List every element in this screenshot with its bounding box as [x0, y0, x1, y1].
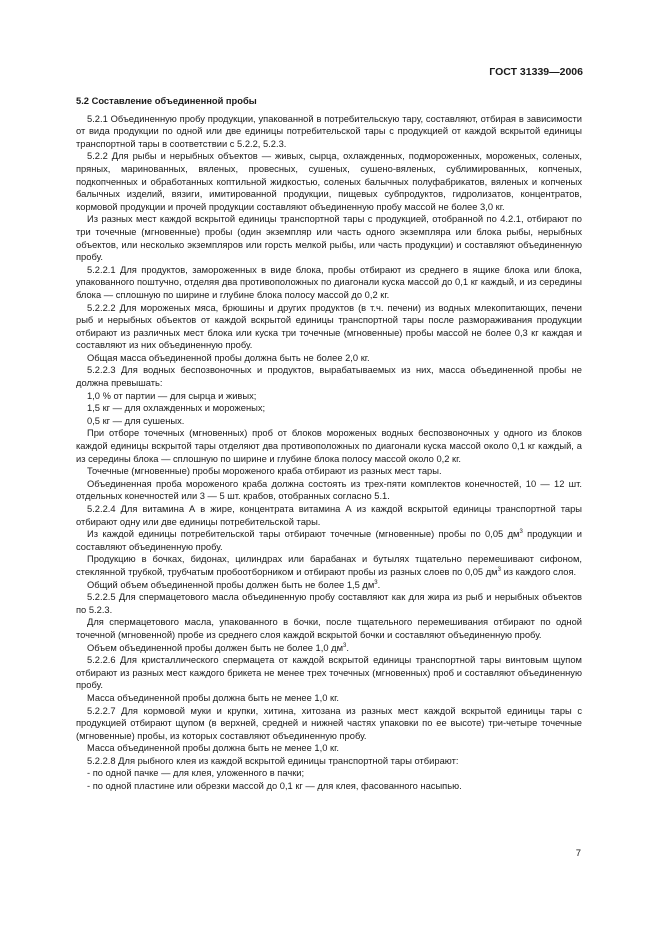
list-item: - по одной пачке — для клея, уложенного в пачки; [87, 768, 305, 779]
paragraph: Точечные (мгновенные) пробы мороженого краба отбирают из разных мест тары. [87, 466, 442, 477]
paragraph: Из разных мест каждой вскрытой единицы транспортной тары с продукцией, отобранной по 4.2.1, отбирают по три точечные (мгновенные) пробы (один экземпляр или часть одного экземпляра или блока рыбы, нерыбных объектов, или несколько экземпляров или горсть мелкой рыбы, или часть продукции) и составляют объединенную пробу. [76, 214, 582, 263]
section-title: 5.2 Составление объединенной пробы [76, 96, 257, 106]
paragraph: 5.2.2.8 Для рыбного клея из каждой вскрытой единицы транспортной тары отбирают: [87, 755, 459, 766]
list-item: 0,5 кг — для сушеных. [87, 415, 185, 426]
paragraph-text: Из каждой единицы потребительской тары отбирают точечные (мгновенные) пробы по 0,05 дм [87, 529, 520, 540]
paragraph: 5.2.2.5 Для спермацетового масла объединенную пробу составляют как для жира из рыб и нерыбных объектов по 5.2.3. [76, 592, 582, 615]
paragraph: 5.2.2.3 Для водных беспозвоночных и продуктов, вырабатываемых из них, масса объединенной пробы не должна превышать: [76, 365, 582, 389]
paragraph: Масса объединенной пробы должна быть не менее 1,0 кг. [87, 692, 339, 703]
paragraph-text: из каждого слоя. [503, 566, 577, 577]
document-code: ГОСТ 31339—2006 [489, 66, 583, 78]
list-item: 1,5 кг — для охлажденных и мороженых; [87, 403, 266, 414]
paragraph [76, 528, 582, 553]
list-item: 1,0 % от партии — для сырца и живых; [87, 390, 257, 401]
superscript: 3 [519, 529, 523, 536]
paragraph [76, 553, 582, 578]
paragraph: Для спермацетового масла, упакованного в бочки, после тщательного перемешивания отбирают по одной точечной (мгновенной) пробе из среднего слоя каждой вскрытой бочки и составляют объединенную пробу. [76, 617, 582, 640]
paragraph: Общая масса объединенной пробы должна быть не более 2,0 кг. [87, 352, 370, 363]
document-body [76, 95, 582, 793]
paragraph: Общий объем объединенной пробы должен быть не более 1,5 $дм^3$. [87, 579, 381, 590]
superscript: 3 [374, 579, 378, 586]
paragraph-text: Объем объединенной пробы должен быть не более 1,0 дм [87, 642, 344, 653]
page-number: 7 [575, 848, 581, 859]
paragraph-text: Продукцию в бочках, бидонах, цилиндрах или барабанах и бутылях тщательно перемешивают сифоном, стеклянной трубкой, трубчатым пробоотборником и отбирают пробы из разных слоев по 0,05 дм [76, 554, 582, 577]
paragraph: 5.2.2.4 Для витамина А в жире, концентрата витамина А из каждой вскрытой единицы транспортной тары отбирают одну или две единицы потребительской тары. [76, 504, 582, 527]
superscript: 3 [497, 566, 501, 573]
list-item: - по одной пластине или обрезки массой до 0,1 кг — для клея, фасованного насыпью. [87, 781, 462, 792]
paragraph: 5.2.2 Для рыбы и нерыбных объектов — живых, сырца, охлажденных, подмороженных, мороженых, соленых, пряных, маринованных, вяленых, провесных, сушеных, сушено-вяленых, сублимированных, копченых, подкопченных и обработанных коптильной жидкостью, соленых балычных полуфабрикатов, вяленых и копченых балычных изделий, вязиги, имитированной продукции, пищевых субпродуктов, гидролизатов, концентратов, кормовой продукции и прочей продукции составляют объединенную пробу массой не более 3,0 кг. [76, 151, 582, 212]
paragraph: 5.2.2.6 Для кристаллического спермацета от каждой вскрытой единицы транспортной тары винтовым щупом отбирают из разных мест каждого брикета не менее трех точечных (мгновенных) проб и составляют объединенную пробу. [76, 655, 582, 691]
paragraph: При отборе точечных (мгновенных) проб от блоков мороженых водных беспозвоночных у одного из блоков каждой единицы вскрытой тары отделяют два противоположных по диагонали куска массой около 0,1 кг каждый, а из середины блока — сплошную по ширине и глубине блока полосу массой около 0,2 кг. [76, 428, 582, 464]
paragraph: Объем объединенной пробы должен быть не более 1,0 $дм^3$. [87, 642, 349, 653]
superscript: 3 [343, 642, 347, 649]
paragraph: 5.2.2.2 Для мороженых мяса, брюшины и других продуктов (в т.ч. печени) из водных млекопитающих, печени рыб и нерыбных объектов от каждой вскрытой единицы транспортной тары после размораживания продукции отбирают из различных мест блока или куска три точечные (мгновенные) пробы массой не более 0,3 кг каждая и составляют из них объединенную пробу. [76, 302, 582, 351]
paragraph: Масса объединенной пробы должна быть не менее 1,0 кг. [87, 743, 339, 754]
paragraph: 5.2.2.1 Для продуктов, замороженных в виде блока, пробы отбирают из среднего в ящике блока или блока, упакованного поштучно, отделяя два противоположных по диагонали куска массой до 0,1 кг каждый, и из середины блока — сплошную по ширине и глубине блока полосу массой до 0,2 кг. [76, 264, 582, 300]
paragraph: 5.2.2.7 Для кормовой муки и крупки, хитина, хитозана из разных мест каждой вскрытой единицы тары с продукцией отбирают щупом (в верхней, средней и нижней частях упаковки по ее высоте) три-четыре точечные (мгновенные) пробы, из которых составляют объединенную пробу. [76, 705, 582, 741]
paragraph: 5.2.1 Объединенную пробу продукции, упакованной в потребительскую тару, составляют, отбирая в зависимости от вида продукции по одной или две единицы потребительской тары с продукцией от каждой вскрытой единицы транспортной тары в соответствии с 5.2.2, 5.2.3. [76, 113, 582, 149]
paragraph-text: продукции и составляют объединенную пробу. [76, 529, 582, 552]
paragraph-text: Общий объем объединенной пробы должен быть не более 1,5 дм [87, 579, 375, 590]
paragraph: Объединенная проба мороженого краба должна состоять из трех-пяти комплектов конечностей, 10 — 12 шт. отдельных конечностей или 3 — 5 шт. крабов, отобранных согласно 5.1. [76, 478, 582, 502]
